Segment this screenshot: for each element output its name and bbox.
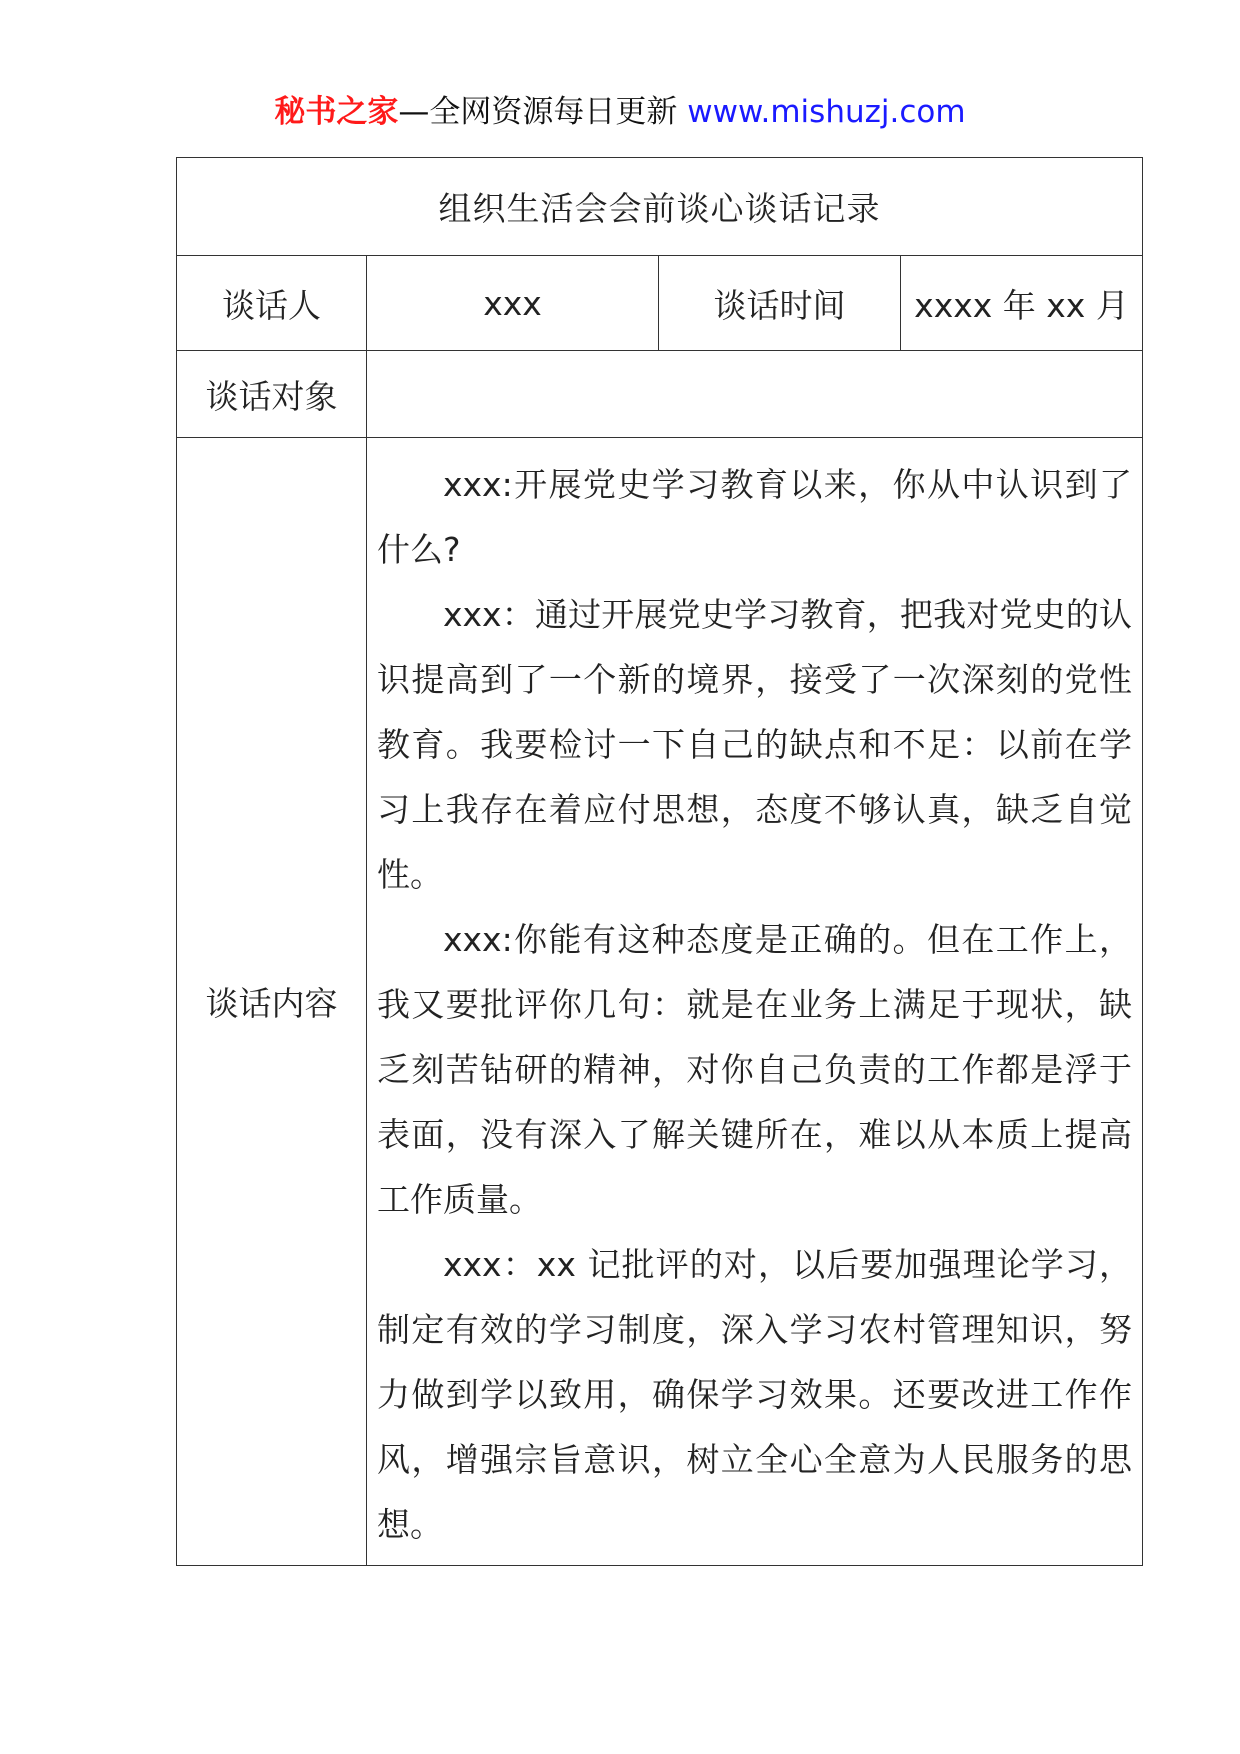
site-banner [0,92,1240,132]
time-value: xxxx 年 xx 月 [901,256,1143,351]
content-label: 谈话内容 [177,438,367,1566]
banner-slogan: —全网资源每日更新 [398,94,688,130]
speaker-row [177,256,1143,351]
target-label: 谈话对象 [177,351,367,438]
target-row [177,351,1143,438]
conversation-record-table [176,157,1143,1566]
content-paragraph: xxx:你能有这种态度是正确的。但在工作上，我又要批评你几句：就是在业务上满足于现状，缺乏刻苦钻研的精神，对你自己负责的工作都是浮于表面，没有深入了解关键所在，难以从本质上提高工作质量。 [377,920,1132,1219]
content-paragraph: xxx：xx 记批评的对，以后要加强理论学习，制定有效的学习制度，深入学习农村管理知识，努力做到学以致用，确保学习效果。还要改进工作作风，增强宗旨意识，树立全心全意为人民服务的思想。 [377,1245,1132,1544]
content-cell [367,438,1143,1566]
record-title: 组织生活会会前谈心谈话记录 [177,158,1143,256]
speaker-label: 谈话人 [177,256,367,351]
target-value [367,351,1143,438]
title-row [177,158,1143,256]
content-paragraph: xxx：通过开展党史学习教育，把我对党史的认识提高到了一个新的境界，接受了一次深刻的党性教育。我要检讨一下自己的缺点和不足：以前在学习上我存在着应付思想，态度不够认真，缺乏自觉性。 [377,595,1132,894]
content-row [177,438,1143,1566]
content-paragraph: xxx:开展党史学习教育以来，你从中认识到了什么? [377,465,1132,569]
speaker-value: xxx [367,256,659,351]
time-label: 谈话时间 [659,256,901,351]
banner-url[interactable]: www.mishuzj.com [687,94,966,130]
brand-name: 秘书之家 [274,94,399,130]
